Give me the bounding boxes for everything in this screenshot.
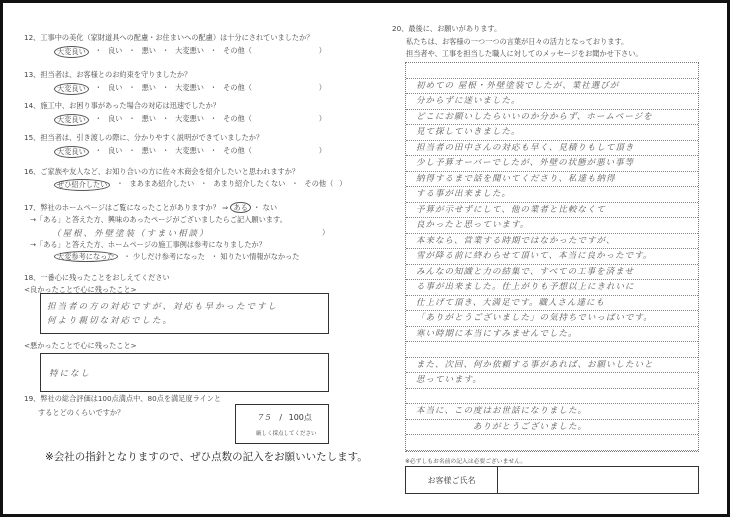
customer-name-field[interactable] <box>405 466 699 494</box>
question-options <box>54 179 347 191</box>
close-paren: ） <box>318 83 326 92</box>
q20-line: 20、最後に、お願いがあります。 <box>392 24 502 33</box>
score-value: 75 <box>258 413 273 423</box>
message-line: 本来なら、営業する時期ではなかったですが、 <box>406 234 698 250</box>
option-separator: ・ <box>209 83 218 92</box>
option-separator: ・ <box>161 146 170 155</box>
close-paren: ） <box>318 114 326 123</box>
close-paren: ） <box>318 46 326 55</box>
q17-question: 17、弊社のホームページはご覧になったことがありますか？ ⇒ <box>24 203 229 212</box>
answer-option[interactable]: 良い <box>107 46 123 55</box>
question-text: 12、工事中の美化（家財道具への配慮・お住まいへの配慮）は十分にされていましたか？ <box>24 33 314 42</box>
answer-option[interactable]: あまり紹介したくない <box>213 179 286 188</box>
answer-option[interactable]: 大変悪い <box>175 83 204 92</box>
message-line: 少し予算オーバーでしたが、外壁の状態が悪い事等 <box>406 156 698 172</box>
message-line: 「ありがとうございました」の気持ちでいっぱいです。 <box>406 311 698 327</box>
message-line: ありがとうございました。 <box>406 420 698 436</box>
q17-text <box>24 203 277 213</box>
option-separator: ・ <box>94 83 102 92</box>
answer-option[interactable]: 大変悪い <box>175 114 204 123</box>
answer-option[interactable]: 悪い <box>141 46 156 55</box>
question-text: 14、施工中、お困り事があった場合の対応は迅速でしたか？ <box>24 101 220 110</box>
message-line <box>406 342 698 358</box>
q17-answer1[interactable]: （屋根、外壁塗装（すまい相談） <box>52 229 210 239</box>
question-options <box>54 83 326 95</box>
customer-name-label: お客様ご氏名 <box>406 467 498 493</box>
answer-option[interactable]: 大変良い <box>54 146 89 158</box>
q17-no-option[interactable]: ない <box>262 203 278 212</box>
message-line: また、次回、何か依頼する事があれば、お願いしたいと <box>406 358 698 374</box>
q18-bad-label: <悪かったことで心に残ったこと> <box>24 341 137 350</box>
q17-sep: ・ <box>253 203 261 212</box>
message-line: どこにお願いしたらいいのか分からず、ホームページを <box>406 110 698 126</box>
option-separator: ・ <box>94 114 102 123</box>
option-separator: ・ <box>209 146 218 155</box>
option-separator: ・ <box>116 179 124 188</box>
answer-option[interactable]: 大変悪い <box>175 46 204 55</box>
option-separator: ・ <box>209 114 218 123</box>
close-paren: ） <box>318 146 326 155</box>
q19-question-1: 19、弊社の総合評価は100点満点中、80点を満足度ラインと <box>24 394 222 403</box>
q17-followup1: →「ある」と答えた方、興味のあったページがございましたらご記入願います。 <box>30 215 287 224</box>
question-text: 13、担当者は、お客様とのお約束を守りましたか？ <box>24 70 192 79</box>
option-separator: ・ <box>128 46 136 55</box>
message-line: 本当に、この度はお世話になりました。 <box>406 404 698 420</box>
answer-option[interactable]: 悪い <box>141 83 156 92</box>
message-line: 思っています。 <box>406 373 698 389</box>
score-box[interactable] <box>235 404 329 444</box>
message-line: る事が出来ました。仕上がりも予想以上にきれいに <box>406 280 698 296</box>
q18-good-label: <良かったことで心に残ったこと> <box>24 285 137 294</box>
answer-option[interactable]: その他（ <box>223 83 252 92</box>
message-line: 寒い時期に本当にすみませんでした。 <box>406 327 698 343</box>
answer-option[interactable]: 大変良い <box>54 83 89 95</box>
option-separator: ・ <box>161 114 170 123</box>
message-line <box>406 63 698 79</box>
message-line: 分からずに迷いました。 <box>406 94 698 110</box>
q20-line: 私たちは、お客様の一つ一つの言葉が日々の活力となっております。 <box>406 37 629 46</box>
message-line: する事が出来ました。 <box>406 187 698 203</box>
message-line: 納得するまで話を聞いてくださり、私達も納得 <box>406 172 698 188</box>
message-line <box>406 389 698 405</box>
q17-followup2: →「ある」と答えた方、ホームページの施工事例は参考になりましたか？ <box>30 240 266 249</box>
answer-option[interactable]: 大変良い <box>54 46 89 58</box>
answer-option[interactable]: ぜひ紹介したい <box>54 179 110 191</box>
message-line: 予算が示せずにして、他の業者と比較なくて <box>406 203 698 219</box>
message-line: 見て探していきました。 <box>406 125 698 141</box>
message-line: 担当者の田中さんの対応も早く、見積りもして頂き <box>406 141 698 157</box>
q18-bad-answer-box[interactable] <box>40 353 329 392</box>
q18-good-answer-box[interactable] <box>40 293 329 334</box>
question-options <box>54 46 326 58</box>
question-options <box>54 114 326 126</box>
message-line: みんなの知識と力の結集で、すべての工事を済ませ <box>406 265 698 281</box>
score-notice: ※会社の指針となりますので、ぜひ点数の記入をお願いいたします。 <box>45 451 368 463</box>
question-options <box>54 146 326 158</box>
question-text: 16、ご家族や友人など、お知り合いの方に佐々木商会を紹介したいと思われますか？ <box>24 167 300 176</box>
answer-option[interactable]: その他（ <box>223 146 252 155</box>
option-separator: ・ <box>94 146 102 155</box>
good-answer-line: 何より親切な対応でした。 <box>47 316 174 326</box>
question-text: 15、担当者は、引き渡しの際に、分かりやすく説明ができていましたか？ <box>24 133 264 142</box>
q17-yes-option[interactable]: ある <box>230 202 250 213</box>
message-line: 初めての 屋根・外壁塗装でしたが、業社選びが <box>406 79 698 95</box>
message-line <box>406 435 698 451</box>
score-sep: / <box>279 413 283 422</box>
option-separator: ・ <box>200 179 208 188</box>
option-separator: ・ <box>128 114 136 123</box>
q17-option[interactable]: 知りたい情報がなかった <box>220 252 300 261</box>
good-answer-line: 担当者の方の対応ですが、対応も早かったですし <box>47 302 279 312</box>
option-separator: ・ <box>209 46 218 55</box>
option-separator: ・ <box>161 46 170 55</box>
answer-option[interactable]: その他（ <box>304 179 334 188</box>
q17-options: 大変参考になった ・ 少しだけ参考になった ・ 知りたい情報がなかった <box>54 252 305 262</box>
answer-option[interactable]: 悪い <box>141 114 156 123</box>
answer-option[interactable]: 良い <box>107 83 123 92</box>
answer-option[interactable]: まあまあ紹介したい <box>129 179 195 188</box>
score-max: 100点 <box>288 413 312 422</box>
message-line: 良かったと思っています。 <box>406 218 698 234</box>
answer-option[interactable]: その他（ <box>223 114 252 123</box>
name-note: ※必ずしもお名前の記入は必要ございません。 <box>405 459 527 465</box>
message-line: 仕上げて頂き、大満足です。職人さん達にも <box>406 296 698 312</box>
q19-question-2: するとどのくらいですか？ <box>38 408 125 417</box>
answer-option[interactable]: 良い <box>107 114 123 123</box>
message-area[interactable] <box>405 62 699 452</box>
option-separator: ・ <box>128 146 136 155</box>
q17-option[interactable]: 大変参考になった <box>54 251 118 262</box>
answer-option[interactable]: その他（ <box>223 46 252 55</box>
bad-answer: 特になし <box>49 369 92 379</box>
q18-question: 18、一番心に残ったことをおしえてください <box>24 273 170 282</box>
answer-option[interactable]: 大変良い <box>54 114 89 126</box>
q20-line: 担当者や、工事を担当した職人に対してのメッセージをお聞かせ下さい。 <box>406 49 643 58</box>
answer-option[interactable]: 悪い <box>141 146 156 155</box>
option-separator: ・ <box>291 179 299 188</box>
option-separator: ・ <box>94 46 102 55</box>
customer-name-value[interactable] <box>498 467 698 493</box>
score-note: 厳しく採点してください <box>256 431 317 437</box>
answer-option[interactable]: 良い <box>107 146 123 155</box>
answer-option[interactable]: 大変悪い <box>175 146 204 155</box>
close-paren: ） <box>339 179 347 188</box>
q17-close-paren: ） <box>322 228 330 237</box>
option-separator: ・ <box>128 83 136 92</box>
q17-option[interactable]: 少しだけ参考になった <box>133 252 205 261</box>
option-separator: ・ <box>161 83 170 92</box>
score-row <box>258 412 312 423</box>
message-line: 雪が降る前に終わらせて頂いて、本当に良かったです。 <box>406 249 698 265</box>
